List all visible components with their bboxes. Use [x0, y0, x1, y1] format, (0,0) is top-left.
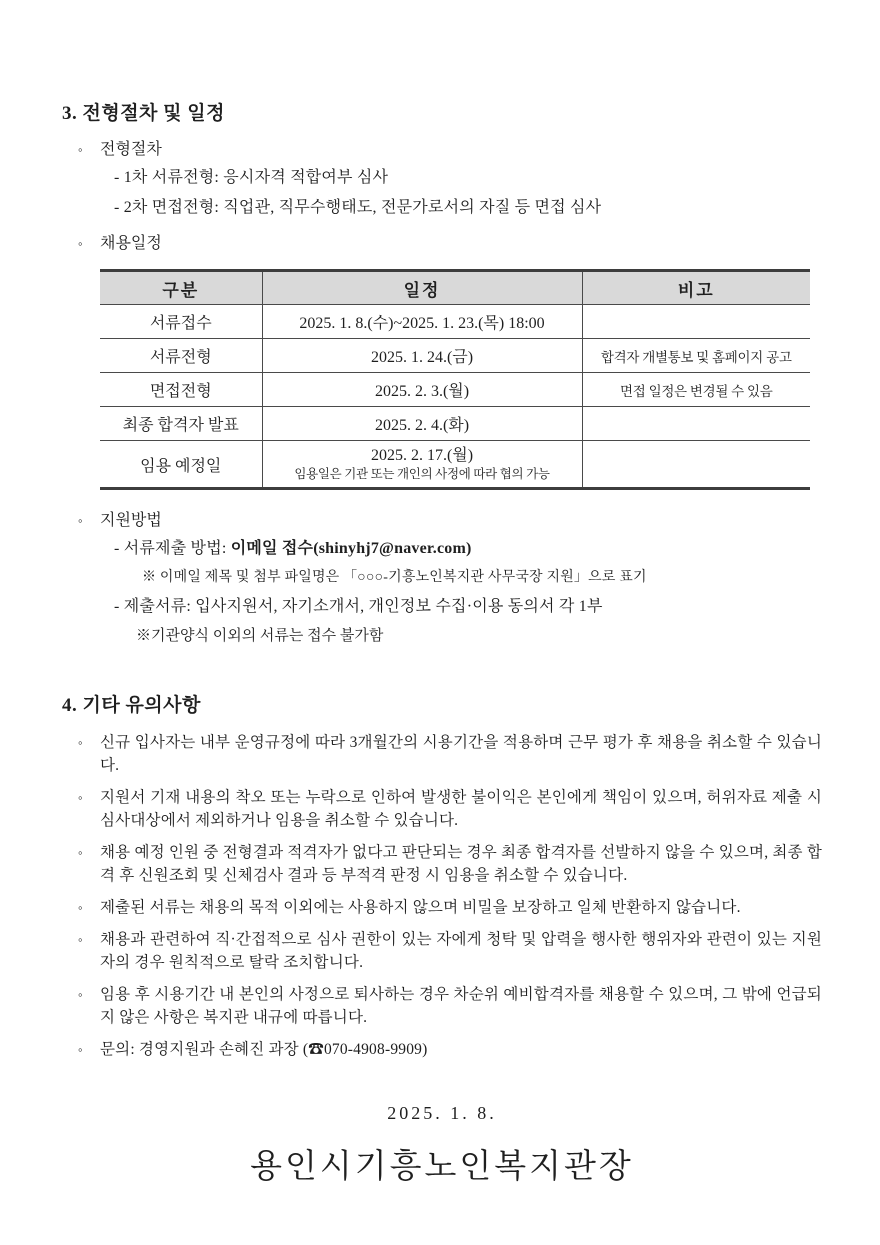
note-text: 채용과 관련하여 직·간접적으로 심사 권한이 있는 자에게 청탁 및 압력을 행사한 행위자와 관련이 있는 지원자의 경우 원칙적으로 탈락 조치합니다. [100, 931, 822, 971]
section4-title: 4. 기타 유의사항 [62, 695, 201, 716]
document-date: 2025. 1. 8. [387, 1103, 497, 1123]
cell-note: 면접 일정은 변경될 수 있음 [582, 373, 810, 407]
apply-label: 지원방법 [100, 512, 162, 529]
cell-schedule [262, 441, 582, 489]
cell-note: 합격자 개별통보 및 홈페이지 공고 [582, 339, 810, 373]
circle-bullet-icon: ◦ [78, 1042, 83, 1057]
cell-category: 면접전형 [100, 373, 262, 407]
cell-schedule-subnote: 임용일은 기관 또는 개인의 사정에 따라 협의 가능 [294, 467, 550, 481]
col-header-note: 비고 [582, 271, 810, 305]
note-text: 채용 예정 인원 중 전형결과 적격자가 없다고 판단되는 경우 최종 합격자를 선발하지 않을 수 있으며, 최종 합격 후 신원조회 및 신체검사 결과 등 부적격 판정 시 임용을 취소할 수 있습니다. [100, 844, 822, 884]
list-item [78, 731, 822, 777]
circle-bullet-icon: ◦ [78, 142, 83, 157]
cell-note [582, 441, 810, 489]
cell-category: 최종 합격자 발표 [100, 407, 262, 441]
apply-method-line [114, 534, 822, 564]
apply-documents-note: ※기관양식 이외의 서류는 접수 불가함 [136, 628, 384, 644]
cell-category: 임용 예정일 [100, 441, 262, 489]
table-row [100, 305, 810, 339]
note-text: 신규 입사자는 내부 운영규정에 따라 3개월간의 시용기간을 적용하며 근무 평가 후 채용을 취소할 수 있습니다. [100, 734, 822, 774]
note-text: 제출된 서류는 채용의 목적 이외에는 사용하지 않으며 비밀을 보장하고 일체 반환하지 않습니다. [100, 899, 741, 916]
apply-method-note: ※ 이메일 제목 및 첨부 파일명은 「○○○-기흥노인복지관 사무국장 지원」으로 표기 [142, 570, 647, 585]
cell-schedule: 2025. 1. 8.(수)~2025. 1. 23.(목) 18:00 [262, 305, 582, 339]
col-header-schedule: 일정 [262, 271, 582, 305]
table-row [100, 373, 810, 407]
list-item [78, 786, 822, 832]
cell-note [582, 407, 810, 441]
circle-bullet-icon: ◦ [78, 790, 83, 805]
circle-bullet-icon: ◦ [78, 987, 83, 1002]
col-header-category: 구분 [100, 271, 262, 305]
circle-bullet-icon: ◦ [78, 735, 83, 750]
circle-bullet-icon: ◦ [78, 513, 83, 528]
list-item [78, 896, 822, 919]
schedule-heading [78, 231, 822, 257]
cell-category: 서류전형 [100, 339, 262, 373]
procedure-item-1: - 1차 서류전형: 응시자격 적합여부 심사 [114, 169, 389, 186]
list-item [78, 841, 822, 887]
table-row [100, 339, 810, 373]
list-item [78, 928, 822, 974]
procedure-item-2: - 2차 면접전형: 직업관, 직무수행태도, 전문가로서의 자질 등 면접 심사 [114, 199, 602, 216]
table-header-row [100, 271, 810, 305]
notes-list [62, 731, 822, 1061]
apply-documents-line: - 제출서류: 입사지원서, 자기소개서, 개인정보 수집·이용 동의서 각 1부 [114, 598, 603, 615]
procedure-heading [78, 137, 822, 163]
cell-schedule-main: 2025. 2. 17.(월) [370, 447, 474, 464]
procedure-label: 전형절차 [100, 141, 162, 158]
circle-bullet-icon: ◦ [78, 932, 83, 947]
cell-category: 서류접수 [100, 305, 262, 339]
table-row [100, 441, 810, 489]
cell-note [582, 305, 810, 339]
list-item [78, 983, 822, 1029]
cell-schedule: 2025. 1. 24.(금) [262, 339, 582, 373]
cell-schedule: 2025. 2. 4.(화) [262, 407, 582, 441]
cell-schedule: 2025. 2. 3.(월) [262, 373, 582, 407]
note-text: 임용 후 시용기간 내 본인의 사정으로 퇴사하는 경우 차순위 예비합격자를 채용할 수 있으며, 그 밖에 언급되지 않은 사항은 복지관 내규에 따릅니다. [100, 986, 822, 1026]
schedule-label: 채용일정 [100, 235, 162, 252]
signature-title: 용인시기흥노인복지관장 [250, 1149, 634, 1185]
circle-bullet-icon: ◦ [78, 236, 83, 251]
schedule-table [100, 269, 810, 490]
note-text: 지원서 기재 내용의 착오 또는 누락으로 인하여 발생한 불이익은 본인에게 책임이 있으며, 허위자료 제출 시 심사대상에서 제외하거나 임용을 취소할 수 있습니다. [100, 789, 822, 829]
table-row [100, 407, 810, 441]
apply-heading [78, 508, 822, 534]
apply-method-prefix: - 서류제출 방법: [114, 540, 231, 557]
circle-bullet-icon: ◦ [78, 845, 83, 860]
apply-method-email: 이메일 접수(shinyhj7@naver.com) [230, 540, 472, 557]
section3-title: 3. 전형절차 및 일정 [62, 103, 225, 124]
list-item [78, 1038, 822, 1061]
note-text: 문의: 경영지원과 손혜진 과장 (☎070-4908-9909) [100, 1041, 428, 1058]
circle-bullet-icon: ◦ [78, 900, 83, 915]
